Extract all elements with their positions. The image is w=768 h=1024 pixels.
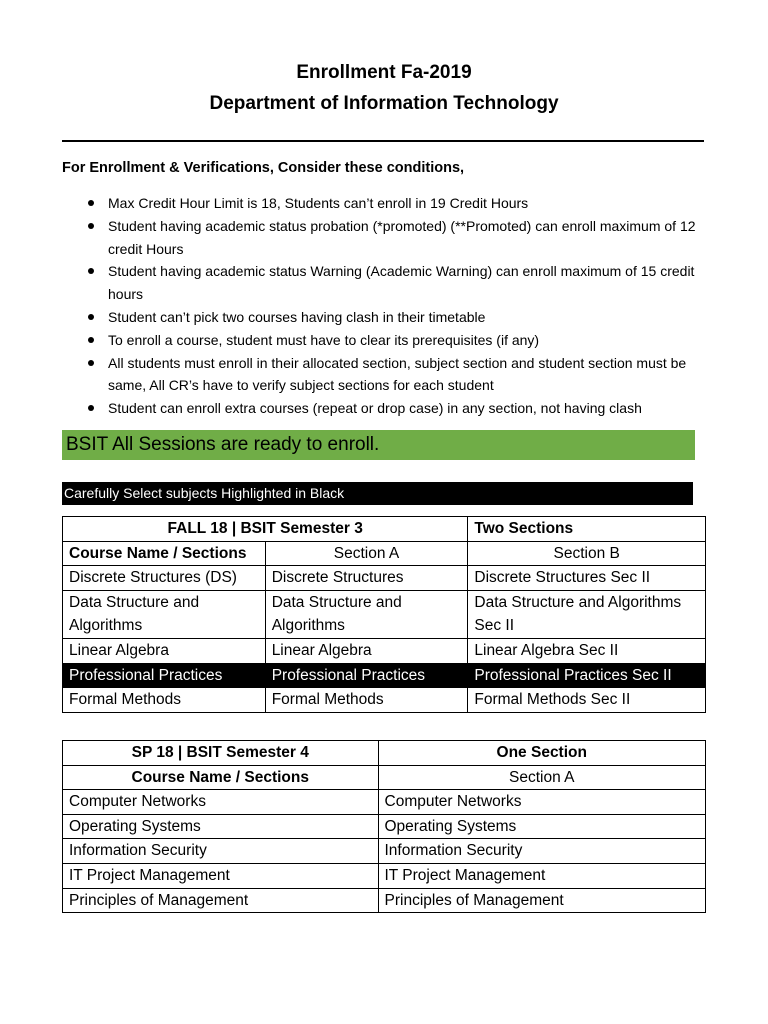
condition-text: To enroll a course, student must have to clear its prerequisites (if any): [108, 331, 540, 348]
list-item: [62, 215, 702, 261]
table-row: [63, 863, 706, 888]
section-a-cell: Operating Systems: [378, 814, 706, 839]
course-cell: Computer Networks: [63, 790, 379, 815]
column-header-course: Course Name / Sections: [63, 765, 379, 790]
sp18-course-table: [62, 740, 706, 913]
table-title-row: [63, 741, 706, 766]
section-a-cell: Professional Practices: [265, 663, 468, 688]
bullet-icon: [88, 337, 94, 343]
list-item: [62, 329, 702, 352]
table-title-row: [63, 517, 706, 542]
ready-banner: BSIT All Sessions are ready to enroll.: [62, 430, 695, 460]
page-title: Enrollment Fa-2019: [296, 62, 472, 83]
course-cell: Data Structure and Algorithms: [63, 590, 266, 638]
table-row: [63, 839, 706, 864]
list-item: [62, 260, 702, 306]
sections-count-label: Two Sections: [468, 517, 706, 542]
section-a-cell: Computer Networks: [378, 790, 706, 815]
course-cell: Linear Algebra: [63, 638, 266, 663]
section-a-cell: Data Structure and Algorithms: [265, 590, 468, 638]
section-a-cell: IT Project Management: [378, 863, 706, 888]
section-b-cell: Professional Practices Sec II: [468, 663, 706, 688]
section-b-cell: Linear Algebra Sec II: [468, 638, 706, 663]
column-header-section-a: Section A: [265, 541, 468, 566]
list-item: [62, 192, 702, 215]
fall18-course-table: [62, 516, 706, 713]
condition-text: Student having academic status probation (*promoted) (**Promoted) can enroll maximum of 12 credit Hours: [108, 217, 696, 257]
list-item: [62, 352, 702, 398]
course-cell: IT Project Management: [63, 863, 379, 888]
sections-count-label: One Section: [378, 741, 706, 766]
list-item: [62, 306, 702, 329]
table-header-row: [63, 541, 706, 566]
condition-text: Student can’t pick two courses having clash in their timetable: [108, 308, 486, 325]
bullet-icon: [88, 405, 94, 411]
table-row: [63, 590, 706, 638]
bullet-icon: [88, 268, 94, 274]
table-row: [63, 888, 706, 913]
section-a-cell: Linear Algebra: [265, 638, 468, 663]
condition-text: Max Credit Hour Limit is 18, Students can’t enroll in 19 Credit Hours: [108, 195, 529, 211]
department-title: Department of Information Technology: [209, 93, 559, 114]
title-divider: [62, 140, 704, 142]
table-row-highlighted: [63, 663, 706, 688]
table-row: [63, 814, 706, 839]
course-cell: Discrete Structures (DS): [63, 566, 266, 591]
section-b-cell: Data Structure and Algorithms Sec II: [468, 590, 706, 638]
bullet-icon: [88, 314, 94, 320]
condition-text: All students must enroll in their allocated section, subject section and student section must be same, All CR’s have to verify subject sections for each student: [108, 354, 687, 394]
select-note-bar: Carefully Select subjects Highlighted in Black: [62, 482, 693, 505]
table-header-row: [63, 765, 706, 790]
table-row: [63, 638, 706, 663]
table-row: [63, 790, 706, 815]
column-header-section-a: Section A: [378, 765, 706, 790]
course-cell: Operating Systems: [63, 814, 379, 839]
bullet-icon: [88, 360, 94, 366]
section-a-cell: Information Security: [378, 839, 706, 864]
course-cell: Information Security: [63, 839, 379, 864]
section-a-cell: Discrete Structures: [265, 566, 468, 591]
table-row: [63, 566, 706, 591]
table-title: FALL 18 | BSIT Semester 3: [63, 517, 468, 542]
section-a-cell: Formal Methods: [265, 688, 468, 713]
conditions-list: [62, 192, 702, 420]
conditions-heading: For Enrollment & Verifications, Consider these conditions,: [62, 160, 465, 176]
list-item: [62, 397, 702, 420]
condition-text: Student having academic status Warning (Academic Warning) can enroll maximum of 15 credit hours: [108, 263, 695, 303]
bullet-icon: [88, 200, 94, 206]
course-cell: Formal Methods: [63, 688, 266, 713]
column-header-course: Course Name / Sections: [63, 541, 266, 566]
course-cell: Professional Practices: [63, 663, 266, 688]
condition-text: Student can enroll extra courses (repeat or drop case) in any section, not having clash: [108, 400, 642, 417]
table-title: SP 18 | BSIT Semester 4: [63, 741, 379, 766]
table-row: [63, 688, 706, 713]
bullet-icon: [88, 223, 94, 229]
section-b-cell: Formal Methods Sec II: [468, 688, 706, 713]
section-b-cell: Discrete Structures Sec II: [468, 566, 706, 591]
course-cell: Principles of Management: [63, 888, 379, 913]
section-a-cell: Principles of Management: [378, 888, 706, 913]
column-header-section-b: Section B: [468, 541, 706, 566]
